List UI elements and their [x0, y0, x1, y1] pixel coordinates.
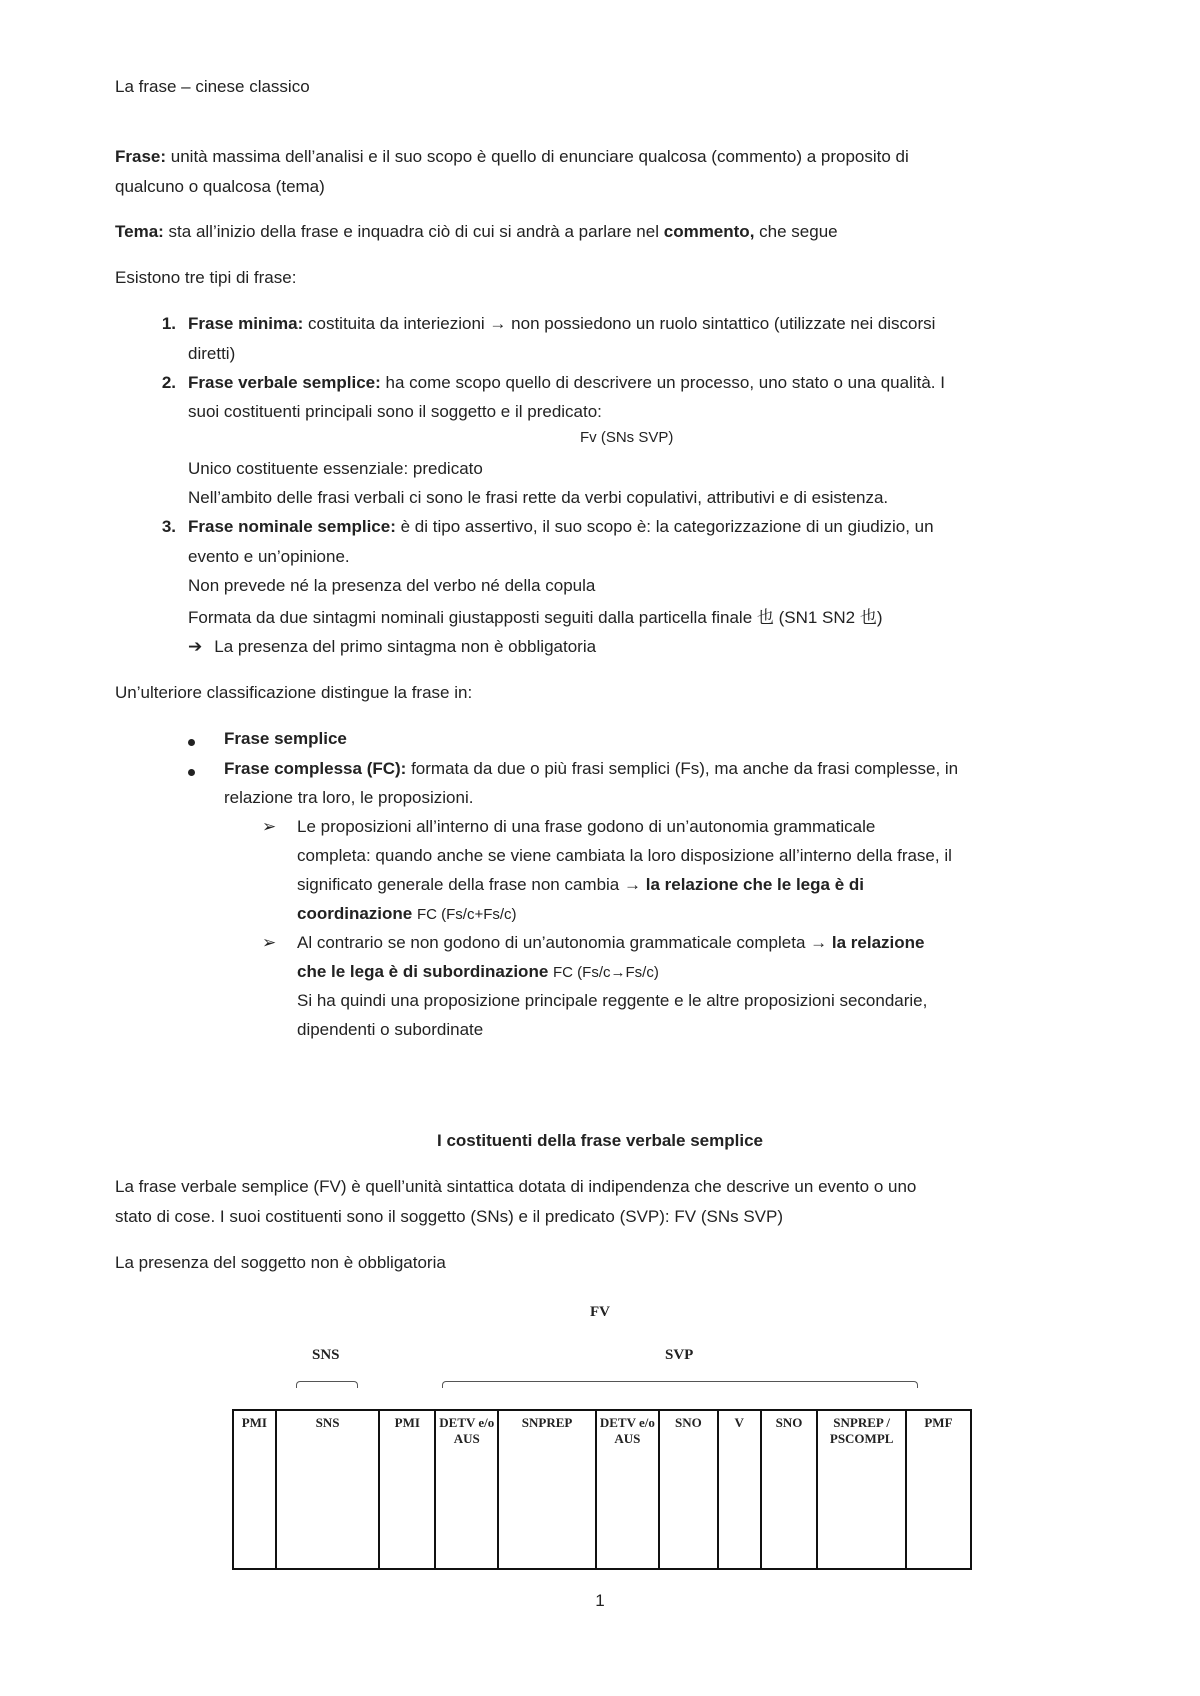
frase-term: Frase: — [115, 147, 167, 166]
sub2-line2 — [297, 961, 659, 983]
diagram-root-label: FV — [590, 1304, 610, 1320]
type-1-line1: costituita da interiezioni → non possiedono un ruolo sintattico (utilizzate nei discorsi — [308, 314, 936, 333]
diagram-cell: PMI — [379, 1410, 435, 1569]
type-1-term: Frase minima: — [188, 314, 304, 333]
sub1-line4 — [297, 903, 517, 925]
bullet-frase-complessa-line1: formata da due o più frasi semplici (Fs), ma anche da frasi complesse, in — [411, 759, 959, 778]
sub2-line2b: FC (Fs/c→Fs/c) — [553, 964, 659, 981]
type-2-term: Frase verbale semplice: — [188, 373, 381, 392]
arrow-right-icon: ➔ — [188, 637, 203, 656]
sub1-line1: Le proposizioni all’interno di una frase godono di un’autonomia grammaticale — [297, 817, 876, 836]
type-3-line1: è di tipo assertivo, il suo scopo è: la categorizzazione di un giudizio, un — [400, 517, 934, 536]
tema-def: sta all’inizio della frase e inquadra ciò di cui si andrà a parlare nel — [168, 222, 659, 241]
sub2-line1 — [297, 932, 924, 953]
diagram-cell: PMI — [233, 1410, 276, 1569]
sub1-line3b: la relazione che le lega è di — [645, 875, 864, 894]
tema-end: che segue — [759, 222, 838, 241]
type-3-number: 3. — [161, 517, 176, 536]
tema-definition — [115, 221, 838, 242]
bullet-dot-icon — [188, 739, 195, 746]
section2-p1-line2: stato di cose. I suoi costituenti sono il soggetto (SNs) e il predicato (SVP): FV (SNs SVP) — [115, 1207, 783, 1226]
sub2-line2a: che le lega è di subordinazione — [297, 962, 549, 981]
diagram-cell: DETV e/o AUS — [435, 1410, 498, 1569]
diagram-cell: SNS — [276, 1410, 380, 1569]
type-3-line3: Non prevede né la presenza del verbo né della copula — [188, 576, 596, 595]
type-2-line3: Unico costituente essenziale: predicato — [188, 459, 483, 478]
types-intro: Esistono tre tipi di frase: — [115, 268, 297, 287]
diagram-cell: SNO — [761, 1410, 818, 1569]
diagram-cell: PMF — [906, 1410, 971, 1569]
type-3-line2: evento e un’opinione. — [188, 547, 350, 566]
sub-arrow-icon: ➢ — [262, 933, 277, 952]
bullet-frase-complessa-term: Frase complessa (FC): — [224, 759, 407, 778]
type-2-line2: suoi costituenti principali sono il soggetto e il predicato: — [188, 402, 602, 421]
constituents-diagram-table — [232, 1409, 972, 1570]
sub1-line4a: coordinazione — [297, 904, 413, 923]
frase-def-line2: qualcuno o qualcosa (tema) — [115, 177, 325, 196]
diagram-cell: DETV e/o AUS — [596, 1410, 659, 1569]
frase-definition — [115, 146, 909, 167]
diagram-left-group-label: SNS — [312, 1347, 340, 1363]
type-3-line4: Formata da due sintagmi nominali giustapposti seguiti dalla particella finale 也 (SN1 SN2 也) — [188, 608, 883, 627]
sub2-line3: Si ha quindi una proposizione principale reggente e le altre proposizioni secondarie, — [297, 991, 928, 1010]
type-2-line4: Nell’ambito delle frasi verbali ci sono le frasi rette da verbi copulativi, attributivi e di esistenza. — [188, 488, 889, 507]
type-2 — [140, 372, 945, 393]
sub2-line1a: Al contrario se non godono di un’autonomia grammaticale completa → — [297, 933, 828, 952]
tema-commento: commento, — [663, 222, 755, 241]
diagram-cell: SNO — [659, 1410, 718, 1569]
type-3-arrow-note — [188, 636, 596, 657]
sub2-line1b: la relazione — [831, 933, 925, 952]
sub1-line4b: FC (Fs/c+Fs/c) — [416, 906, 517, 923]
document-title: La frase – cinese classico — [115, 77, 310, 96]
classification-intro: Un’ulteriore classificazione distingue la frase in: — [115, 683, 473, 702]
diagram-left-bracket — [296, 1381, 358, 1388]
sub1-line2: completa: quando anche se viene cambiata la loro disposizione all’interno della frase, il — [297, 846, 952, 865]
sub1-line3 — [297, 874, 864, 895]
diagram-right-bracket — [442, 1381, 918, 1388]
type-2-line1: ha come scopo quello di descrivere un processo, uno stato o una qualità. I — [385, 373, 945, 392]
sub2-line4: dipendenti o subordinate — [297, 1020, 484, 1039]
type-3-arrow-text: La presenza del primo sintagma non è obbligatoria — [214, 637, 597, 656]
section-heading: I costituenti della frase verbale semplice — [437, 1131, 763, 1150]
sub1-line3a: significato generale della frase non cambia → — [297, 875, 641, 894]
type-2-formula: Fv (SNs SVP) — [580, 429, 674, 446]
diagram-row — [233, 1410, 971, 1569]
diagram-cell: SNPREP / PSCOMPL — [817, 1410, 905, 1569]
section2-p1-line1: La frase verbale semplice (FV) è quell’unità sintattica dotata di indipendenza che descrive un evento o uno — [115, 1177, 917, 1196]
bullet-frase-complessa — [224, 758, 958, 779]
bullet-dot-icon — [188, 769, 195, 776]
type-2-number: 2. — [161, 373, 176, 392]
diagram-right-group-label: SVP — [665, 1347, 694, 1363]
page-number: 1 — [595, 1591, 605, 1610]
tema-term: Tema: — [115, 222, 164, 241]
section2-p2: La presenza del soggetto non è obbligatoria — [115, 1253, 446, 1272]
type-1 — [140, 313, 935, 334]
bullet-frase-semplice-text: Frase semplice — [224, 729, 347, 748]
type-3 — [140, 516, 934, 537]
bullet-frase-semplice — [224, 728, 347, 749]
diagram-cell: V — [718, 1410, 761, 1569]
type-1-number: 1. — [161, 314, 176, 333]
type-1-line2: diretti) — [188, 344, 236, 363]
type-3-term: Frase nominale semplice: — [188, 517, 396, 536]
frase-def-line1: unità massima dell’analisi e il suo scopo è quello di enunciare qualcosa (commento) a proposito di — [170, 147, 909, 166]
bullet-frase-complessa-line2: relazione tra loro, le proposizioni. — [224, 788, 474, 807]
diagram-cell: SNPREP — [498, 1410, 596, 1569]
sub-arrow-icon: ➢ — [262, 817, 277, 836]
